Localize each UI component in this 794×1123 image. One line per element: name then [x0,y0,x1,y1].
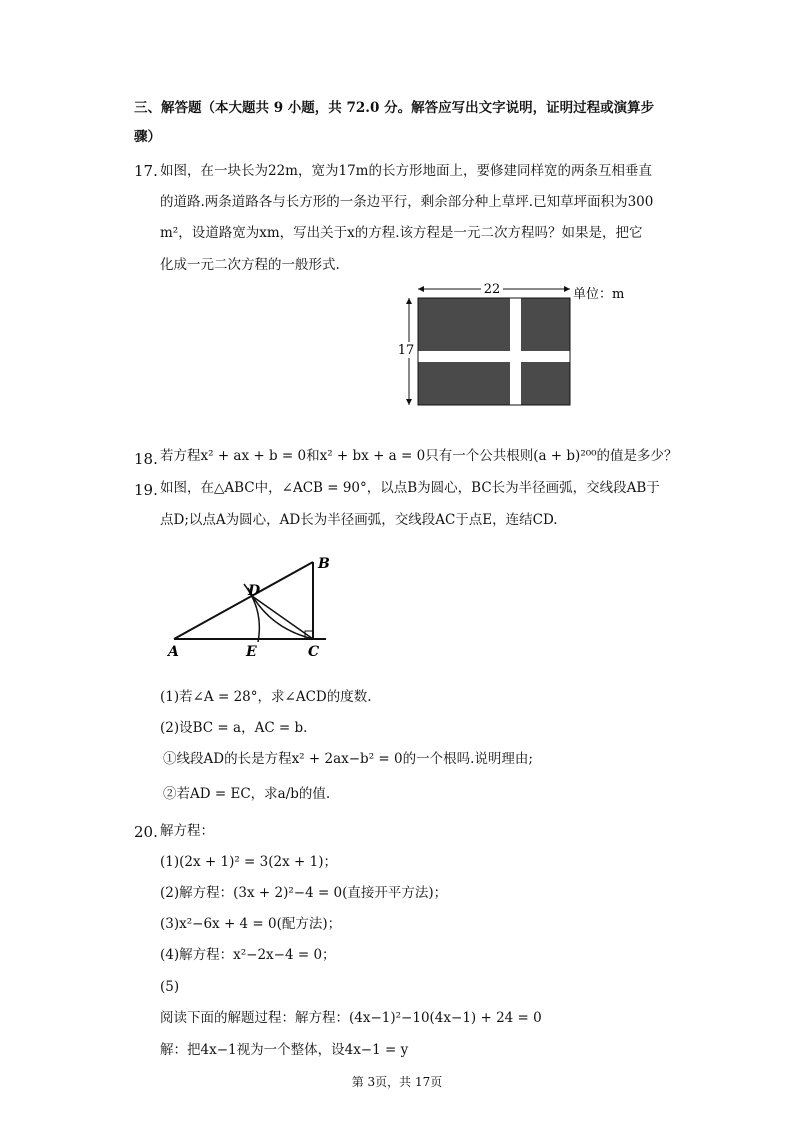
q20-item-3: (3)x²−6x + 4 = 0(配方法)； [160,916,342,932]
q19-line-1: 如图，在△ABC中，∠ACB = 90°，以点B为圆心，BC长为半径画弧，交线段AB于 [160,480,660,496]
q17-number: 17. [134,162,158,180]
page-number: 第 3页，共 17页 [351,1075,443,1089]
q19-sub2: (2)设BC = a，AC = b. [160,720,308,736]
q17-line-1: 如图，在一块长为22m，宽为17m的长方形地面上，要修建同样宽的两条互相垂直 [160,163,652,179]
label-A: A [168,644,179,660]
road-horizontal [418,351,570,362]
label-C: C [308,644,320,660]
q18-line: 若方程x² + ax + b = 0和x² + bx + a = 0只有一个公共根则(a + b)²⁰⁰的值是多少？ [160,448,678,464]
section-title-cont: 骤） [134,129,161,145]
q20-item-5: (5) [160,979,180,995]
q20-number: 20. [134,823,158,841]
section-title: 三、解答题（本大题共 9 小题，共 72.0 分。解答应写出文字说明，证明过程或演算步 [134,100,655,116]
q19-line-2: 点D;以点A为圆心，AD长为半径画弧，交线段AC于点E，连结CD. [160,512,558,528]
q19-sub1: (1)若∠A = 28°，求∠ACD的度数. [160,689,372,705]
q18-number: 18. [134,450,158,468]
label-E: E [246,644,257,660]
q19-sub2-1: ①线段AD的长是方程x² + 2ax−b² = 0的一个根吗.说明理由; [163,751,533,767]
q20-intro: 解方程： [160,823,214,839]
label-D: D [248,583,261,599]
q17-line-3: m²，设道路宽为xm，写出关于x的方程.该方程是一元二次方程吗？如果是，把它 [160,225,643,241]
q17-line-2: 的道路.两条道路各与长方形的一条边平行，剩余部分种上草坪.已知草坪面积为300 [160,194,654,210]
q17-unit-label: 单位：m [573,287,625,302]
q19-figure [160,548,340,663]
q19-sub2-2: ②若AD = EC，求a/b的值. [163,786,331,802]
q20-item-4: (4)解方程：x²−2x−4 = 0； [160,947,336,963]
q17-figure [390,278,640,413]
q17-width-label: 22 [483,282,501,297]
q20-reading: 阅读下面的解题过程：解方程：(4x−1)²−10(4x−1) + 24 = 0 [160,1010,542,1026]
q17-line-4: 化成一元二次方程的一般形式. [160,257,340,273]
q17-height-label: 17 [397,343,415,358]
q20-solution: 解：把4x−1视为一个整体，设4x−1 = y [160,1042,409,1058]
q20-item-1: (1)(2x + 1)² = 3(2x + 1)； [160,854,337,870]
label-B: B [318,556,330,572]
q19-number: 19. [134,481,158,499]
q20-item-2: (2)解方程：(3x + 2)²−4 = 0(直接开平方法)； [160,885,448,901]
